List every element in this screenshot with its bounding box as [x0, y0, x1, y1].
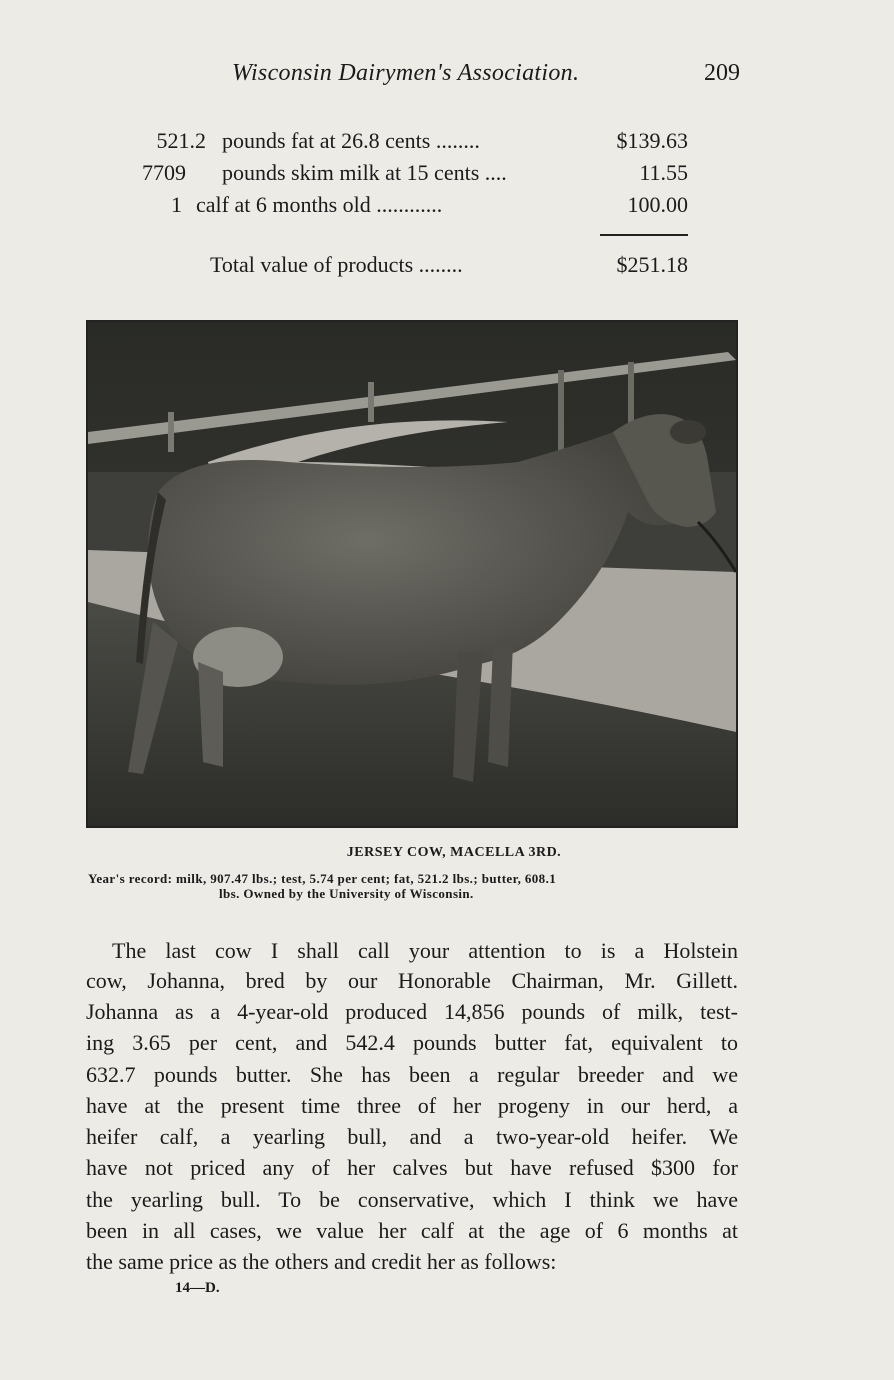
- ledger-amount: $139.63: [616, 128, 688, 153]
- paragraph-line: the yearling bull. To be conservative, which I think we have: [86, 1187, 738, 1212]
- ledger-total-desc: Total value of products ........: [210, 252, 463, 277]
- ledger-total-amount: $251.18: [616, 252, 688, 277]
- paragraph-line: ing 3.65 per cent, and 542.4 pounds butter fat, equivalent to: [86, 1030, 738, 1055]
- paragraph-line: Johanna as a 4-year-old produced 14,856 pounds of milk, test-: [86, 999, 738, 1024]
- cow-photograph: [86, 320, 738, 828]
- ledger-desc: pounds fat at 26.8 cents ........: [222, 128, 480, 153]
- figure-caption-line: lbs. Owned by the University of Wisconsin.: [219, 886, 474, 901]
- sum-rule: [600, 234, 688, 236]
- cow-photo-image: [88, 322, 736, 826]
- ledger-qty: 1: [171, 192, 182, 217]
- ledger-amount: 11.55: [639, 160, 688, 185]
- ledger-desc: pounds skim milk at 15 cents ....: [222, 160, 507, 185]
- paragraph-line: the same price as the others and credit her as follows:: [86, 1249, 557, 1274]
- paragraph-line: heifer calf, a yearling bull, and a two-year-old heifer. We: [86, 1124, 738, 1149]
- ledger-qty: 521.2: [156, 128, 206, 153]
- paragraph-line: have not priced any of her calves but have refused $300 for: [86, 1155, 738, 1180]
- paragraph-line: The last cow I shall call your attention to is a Holstein: [112, 938, 738, 963]
- ledger-amount: 100.00: [627, 192, 688, 217]
- paragraph-line: have at the present time three of her progeny in our herd, a: [86, 1093, 738, 1118]
- ledger-desc: calf at 6 months old ............: [196, 192, 443, 217]
- paragraph-line: been in all cases, we value her calf at the age of 6 months at: [86, 1218, 738, 1243]
- paragraph-line: cow, Johanna, bred by our Honorable Chairman, Mr. Gillett.: [86, 968, 738, 993]
- running-head: Wisconsin Dairymen's Association.: [232, 60, 580, 86]
- paragraph-line: 632.7 pounds butter. She has been a regular breeder and we: [86, 1062, 738, 1087]
- figure-caption-title: JERSEY COW, MACELLA 3RD.: [346, 845, 562, 860]
- figure-caption-line: Year's record: milk, 907.47 lbs.; test, 5.74 per cent; fat, 521.2 lbs.; butter, 608.1: [88, 871, 557, 886]
- ledger-qty: 7709: [142, 160, 186, 185]
- page-number: 209: [704, 60, 740, 86]
- printer-signature: 14—D.: [175, 1280, 220, 1296]
